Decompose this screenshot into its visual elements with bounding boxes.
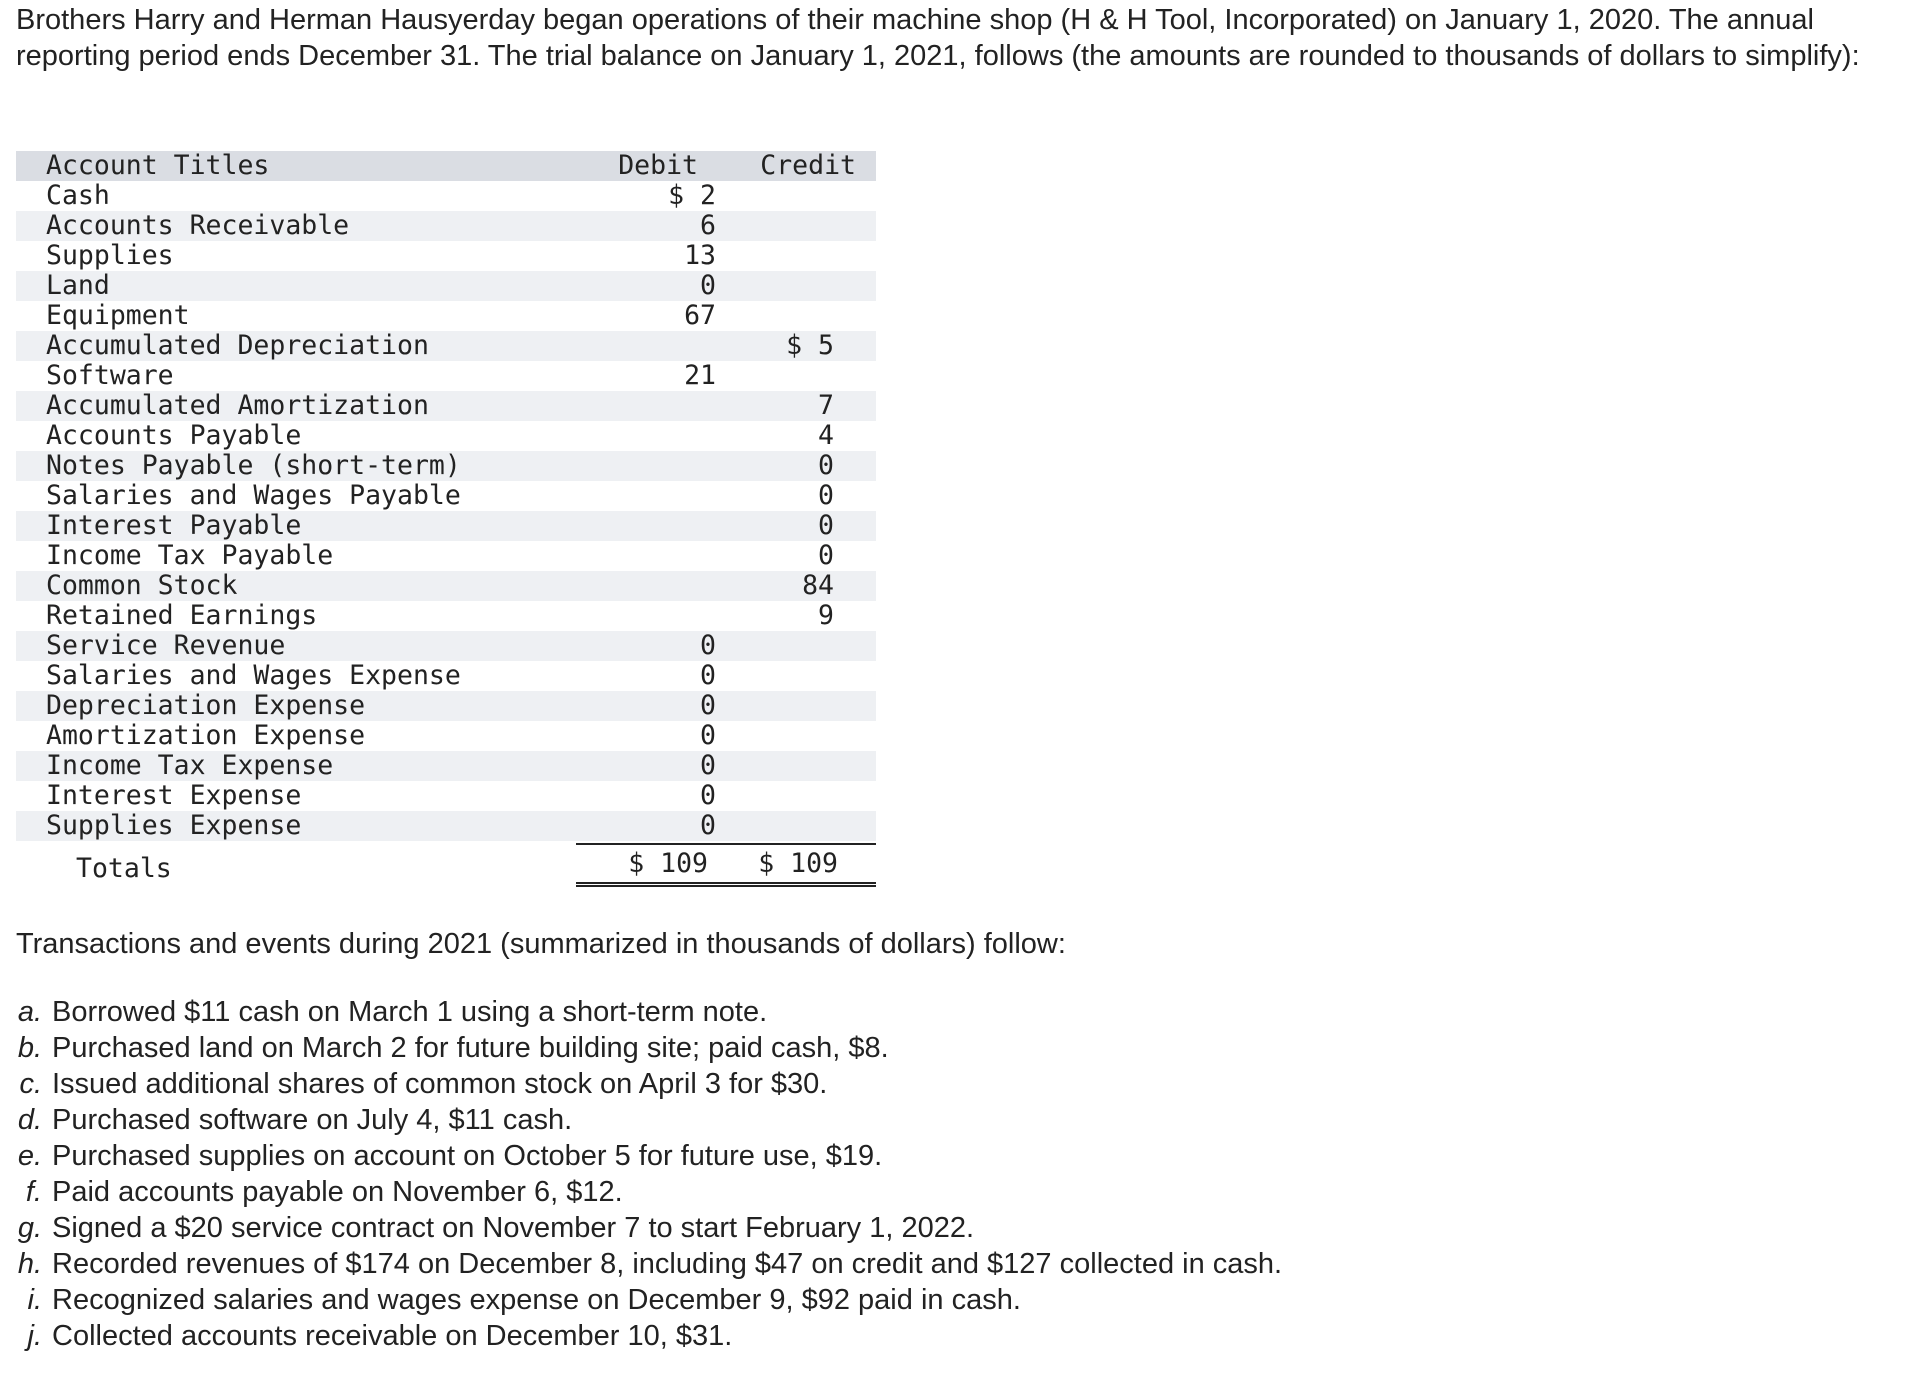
- event-letter: a.: [17, 996, 42, 1028]
- table-row: [16, 421, 876, 451]
- credit-cell: 84: [802, 570, 834, 601]
- event-letter: c.: [19, 1068, 42, 1100]
- account-title-cell: Interest Payable: [46, 510, 302, 541]
- credit-cell: 0: [818, 450, 834, 481]
- credit-cell: [726, 661, 876, 691]
- event-letter: g.: [17, 1212, 42, 1244]
- credit-cell: 9: [818, 600, 834, 631]
- debit-cell: 6: [700, 210, 716, 241]
- event-letter: f.: [25, 1176, 42, 1208]
- account-title-cell: Software: [46, 360, 174, 391]
- table-row: [16, 751, 876, 781]
- debit-cell: 13: [684, 240, 716, 271]
- table-row: [16, 781, 876, 811]
- table-body: [16, 181, 876, 841]
- event-text: Purchased supplies on account on October 5 for future use, $19.: [52, 1140, 883, 1172]
- account-title-cell: Accounts Payable: [46, 420, 302, 451]
- account-title-cell: Income Tax Payable: [46, 540, 334, 571]
- debit-cell: 0: [700, 690, 716, 721]
- credit-cell: [726, 721, 876, 751]
- event-letter: b.: [17, 1032, 42, 1064]
- header-account-titles: Account Titles: [46, 150, 270, 181]
- debit-cell: 0: [700, 750, 716, 781]
- debit-cell: [576, 541, 726, 571]
- account-title-cell: Salaries and Wages Payable: [46, 480, 461, 511]
- account-title-cell: Accumulated Amortization: [46, 390, 429, 421]
- totals-row: [16, 843, 876, 887]
- table-row: [16, 181, 876, 211]
- table-row: [16, 571, 876, 601]
- account-title-cell: Supplies: [46, 240, 174, 271]
- table-row: [16, 691, 876, 721]
- event-item: [12, 1282, 1282, 1318]
- account-title-cell: Cash: [46, 180, 110, 211]
- credit-cell: [726, 631, 876, 661]
- event-item: [12, 1138, 1282, 1174]
- event-letter: h.: [17, 1248, 42, 1280]
- table-header-row: [16, 151, 876, 181]
- credit-cell: 4: [818, 420, 834, 451]
- event-text: Paid accounts payable on November 6, $12.: [52, 1176, 623, 1208]
- header-debit: Debit: [618, 150, 698, 181]
- account-title-cell: Service Revenue: [46, 630, 286, 661]
- account-title-cell: Amortization Expense: [46, 720, 366, 751]
- event-text: Recognized salaries and wages expense on December 9, $92 paid in cash.: [52, 1284, 1021, 1316]
- credit-cell: 7: [818, 390, 834, 421]
- table-row: [16, 271, 876, 301]
- debit-cell: [576, 331, 726, 361]
- credit-cell: 0: [818, 480, 834, 511]
- credit-cell: [726, 301, 876, 331]
- totals-credit: $ 109: [726, 843, 876, 887]
- table-row: [16, 361, 876, 391]
- debit-cell: 67: [684, 300, 716, 331]
- debit-cell: 0: [700, 630, 716, 661]
- credit-cell: $ 5: [786, 330, 834, 361]
- event-item: [12, 1318, 1282, 1354]
- table-row: [16, 451, 876, 481]
- event-item: [12, 1174, 1282, 1210]
- event-text: Purchased software on July 4, $11 cash.: [52, 1104, 573, 1136]
- table-row: [16, 811, 876, 841]
- table-row: [16, 301, 876, 331]
- table-row: [16, 331, 876, 361]
- event-item: [12, 1246, 1282, 1282]
- event-item: [12, 1102, 1282, 1138]
- account-title-cell: Depreciation Expense: [46, 690, 366, 721]
- event-item: [12, 994, 1282, 1030]
- trial-balance-table: [16, 151, 876, 887]
- table-row: [16, 391, 876, 421]
- debit-cell: [576, 601, 726, 631]
- credit-cell: [726, 811, 876, 841]
- credit-cell: 0: [818, 540, 834, 571]
- event-text: Signed a $20 service contract on November 7 to start February 1, 2022.: [52, 1212, 975, 1244]
- account-title-cell: Salaries and Wages Expense: [46, 660, 461, 691]
- account-title-cell: Accumulated Depreciation: [46, 330, 429, 361]
- credit-cell: [726, 751, 876, 781]
- header-credit: Credit: [760, 150, 856, 181]
- events-list: [12, 994, 1282, 1354]
- debit-cell: $ 2: [668, 180, 716, 211]
- debit-cell: [576, 391, 726, 421]
- debit-cell: [576, 481, 726, 511]
- account-title-cell: Supplies Expense: [46, 810, 302, 841]
- events-heading: Transactions and events during 2021 (summarized in thousands of dollars) follow:: [16, 928, 1066, 960]
- table-row: [16, 241, 876, 271]
- totals-debit: $ 109: [576, 843, 726, 887]
- event-item: [12, 1030, 1282, 1066]
- credit-cell: [726, 271, 876, 301]
- account-title-cell: Income Tax Expense: [46, 750, 334, 781]
- event-item: [12, 1066, 1282, 1102]
- credit-cell: [726, 781, 876, 811]
- account-title-cell: Retained Earnings: [46, 600, 318, 631]
- debit-cell: 0: [700, 660, 716, 691]
- debit-cell: [576, 511, 726, 541]
- event-letter: j.: [27, 1320, 42, 1352]
- account-title-cell: Notes Payable (short-term): [46, 450, 461, 481]
- table-row: [16, 541, 876, 571]
- event-text: Purchased land on March 2 for future building site; paid cash, $8.: [52, 1032, 889, 1064]
- debit-cell: [576, 451, 726, 481]
- account-title-cell: Land: [46, 270, 110, 301]
- credit-cell: [726, 181, 876, 211]
- debit-cell: 0: [700, 780, 716, 811]
- account-title-cell: Interest Expense: [46, 780, 302, 811]
- event-item: [12, 1210, 1282, 1246]
- table-row: [16, 631, 876, 661]
- table-row: [16, 511, 876, 541]
- credit-cell: [726, 691, 876, 721]
- event-letter: d.: [17, 1104, 42, 1136]
- event-text: Borrowed $11 cash on March 1 using a short-term note.: [52, 996, 768, 1028]
- account-title-cell: Common Stock: [46, 570, 238, 601]
- credit-cell: 0: [818, 510, 834, 541]
- event-text: Issued additional shares of common stock on April 3 for $30.: [52, 1068, 828, 1100]
- table-row: [16, 721, 876, 751]
- account-title-cell: Equipment: [46, 300, 190, 331]
- debit-cell: [576, 571, 726, 601]
- debit-cell: 0: [700, 810, 716, 841]
- event-text: Collected accounts receivable on December 10, $31.: [52, 1320, 733, 1352]
- debit-cell: 0: [700, 270, 716, 301]
- debit-cell: [576, 421, 726, 451]
- totals-label: Totals: [76, 853, 172, 884]
- table-row: [16, 481, 876, 511]
- table-row: [16, 601, 876, 631]
- debit-cell: 0: [700, 720, 716, 751]
- table-row: [16, 211, 876, 241]
- credit-cell: [726, 211, 876, 241]
- table-row: [16, 661, 876, 691]
- event-text: Recorded revenues of $174 on December 8, including $47 on credit and $127 collected in cash.: [52, 1248, 1283, 1280]
- intro-paragraph: Brothers Harry and Herman Hausyerday began operations of their machine shop (H & H Tool, Incorporated) on January 1, 2020. The annual reporting period ends December 31. The trial balance on January 1, 2021, follows (the amounts are rounded to thousands of dollars to simplify):: [16, 4, 1860, 72]
- event-letter: i.: [27, 1284, 42, 1316]
- event-letter: e.: [17, 1140, 42, 1172]
- debit-cell: 21: [684, 360, 716, 391]
- account-title-cell: Accounts Receivable: [46, 210, 350, 241]
- credit-cell: [726, 361, 876, 391]
- credit-cell: [726, 241, 876, 271]
